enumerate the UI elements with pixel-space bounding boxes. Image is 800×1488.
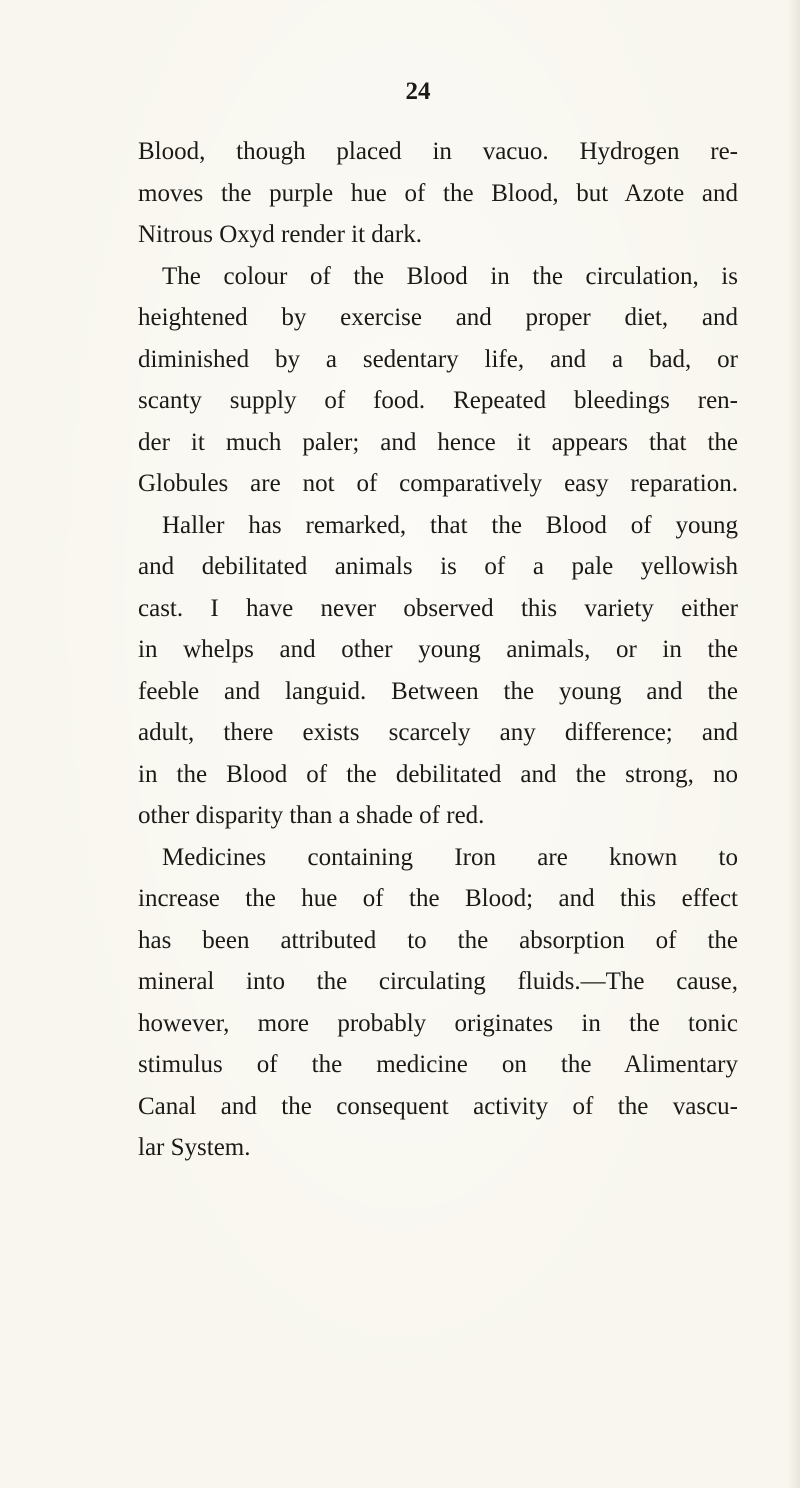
text-line: increase the hue of the Blood; and this effect bbox=[138, 885, 738, 912]
text-line: Canal and the consequent activity of the vascu- bbox=[138, 1092, 738, 1120]
page-number: 24 bbox=[405, 78, 431, 105]
text-line: heightened by exercise and proper diet, and bbox=[138, 304, 738, 331]
text-line: adult, there exists scarcely any difference; and bbox=[138, 719, 738, 746]
body-text bbox=[138, 131, 738, 1169]
text-line: Blood, though placed in vacuo. Hydrogen re- bbox=[138, 138, 738, 165]
paragraph-start-line: Medicines containing Iron are known to bbox=[162, 843, 738, 871]
text-line: Globules are not of comparatively easy reparation. bbox=[138, 470, 738, 497]
text-line: other disparity than a shade of red. bbox=[138, 802, 485, 829]
text-line: stimulus of the medicine on the Alimentary bbox=[138, 1051, 738, 1078]
text-line: has been attributed to the absorption of the bbox=[138, 926, 738, 954]
text-line: diminished by a sedentary life, and a bad, or bbox=[138, 345, 738, 373]
text-line: in whelps and other young animals, or in the bbox=[138, 636, 738, 663]
text-line: cast. I have never observed this variety either bbox=[138, 594, 738, 622]
text-line: moves the purple hue of the Blood, but Azote and bbox=[138, 179, 738, 207]
text-line: der it much paler; and hence it appears that the bbox=[138, 428, 738, 456]
text-line: and debilitated animals is of a pale yellowish bbox=[138, 553, 738, 580]
text-line: Nitrous Oxyd render it dark. bbox=[138, 221, 422, 248]
paragraph-start-line: The colour of the Blood in the circulation, is bbox=[162, 262, 738, 290]
page-edge-shadow bbox=[788, 0, 800, 1488]
text-line: mineral into the circulating fluids.—The cause, bbox=[138, 968, 738, 995]
paragraph-start-line: Haller has remarked, that the Blood of young bbox=[162, 511, 738, 539]
text-line: feeble and languid. Between the young and the bbox=[138, 677, 738, 705]
text-line: scanty supply of food. Repeated bleedings ren- bbox=[138, 387, 738, 414]
text-line: lar System. bbox=[138, 1134, 251, 1161]
text-line: in the Blood of the debilitated and the strong, no bbox=[138, 760, 738, 788]
text-line: however, more probably originates in the tonic bbox=[138, 1009, 738, 1037]
